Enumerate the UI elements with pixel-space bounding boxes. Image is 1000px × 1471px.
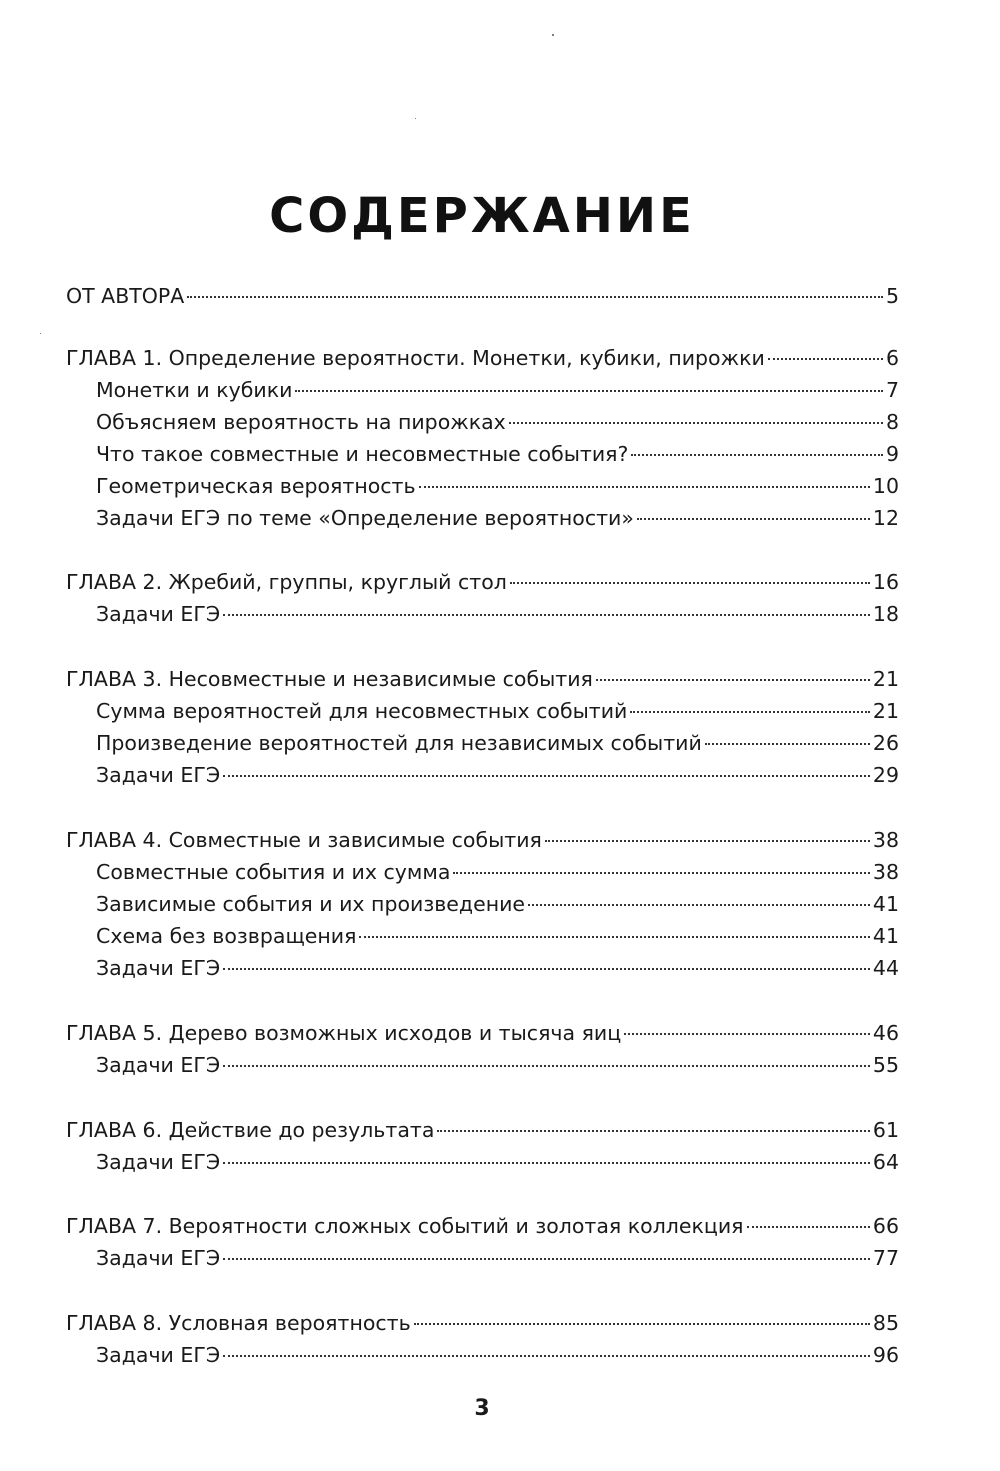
toc-entry-page: 38 [872, 860, 899, 884]
toc-entry-section[interactable] [96, 888, 899, 920]
page-number: 3 [474, 1396, 490, 1421]
toc-entry-page: 10 [872, 474, 899, 498]
toc-entry-section[interactable] [96, 406, 899, 438]
dot-leader [295, 388, 883, 392]
dot-leader [223, 1256, 870, 1260]
dot-leader [419, 484, 870, 488]
toc-entry-section[interactable] [96, 438, 899, 470]
dot-leader [223, 966, 870, 970]
dot-leader [528, 902, 870, 906]
toc-entry-label: Что такое совместные и несовместные события? [96, 442, 629, 466]
toc-entry-chapter-8[interactable] [66, 1307, 899, 1339]
toc-entry-section[interactable] [96, 470, 899, 502]
toc-entry-section[interactable] [96, 759, 899, 791]
dot-leader [359, 934, 869, 938]
toc-entry-page: 66 [872, 1214, 899, 1238]
toc-entry-label: ГЛАВА 5. Дерево возможных исходов и тысяча яиц [66, 1021, 622, 1045]
toc-entry-label: Схема без возвращения [96, 924, 357, 948]
toc-entry-label: ГЛАВА 1. Определение вероятности. Монетки, кубики, пирожки [66, 346, 765, 370]
toc-entry-label: Геометрическая вероятность [96, 474, 416, 498]
toc-entry-page: 61 [872, 1118, 899, 1142]
toc-entry-label: ГЛАВА 6. Действие до результата [66, 1118, 435, 1142]
toc-entry-label: Задачи ЕГЭ [96, 1150, 221, 1174]
toc-entry-author[interactable] [66, 280, 899, 312]
toc-entry-label: Объясняем вероятность на пирожках [96, 410, 506, 434]
toc-entry-label: Монетки и кубики [96, 378, 293, 402]
toc-entry-label: Зависимые события и их произведение [96, 892, 526, 916]
toc-entry-page: 7 [885, 378, 899, 402]
toc-entry-chapter-1[interactable] [66, 342, 899, 374]
toc-entry-page: 96 [872, 1343, 899, 1367]
toc-entry-page: 8 [885, 410, 899, 434]
toc-entry-page: 5 [885, 284, 899, 308]
toc-entry-page: 6 [885, 346, 899, 370]
toc-entry-chapter-4[interactable] [66, 824, 899, 856]
dot-leader [414, 1321, 870, 1325]
toc-entry-label: Задачи ЕГЭ [96, 1246, 221, 1270]
toc-entry-label: ГЛАВА 8. Условная вероятность [66, 1311, 411, 1335]
dot-leader [705, 741, 870, 745]
toc-entry-label: Задачи ЕГЭ [96, 602, 221, 626]
toc-entry-label: ГЛАВА 2. Жребий, группы, круглый стол [66, 570, 507, 594]
dot-leader [223, 1353, 870, 1357]
dot-leader [596, 677, 870, 681]
dot-leader [624, 1031, 870, 1035]
dot-leader [747, 1224, 870, 1228]
toc-entry-page: 16 [872, 570, 899, 594]
toc-entry-page: 29 [872, 763, 899, 787]
toc-entry-label: Задачи ЕГЭ [96, 1343, 221, 1367]
toc-entry-section[interactable] [96, 727, 899, 759]
dot-leader [768, 356, 883, 360]
dot-leader [223, 612, 870, 616]
toc-entry-label: Задачи ЕГЭ [96, 763, 221, 787]
toc-entry-section[interactable] [96, 856, 899, 888]
dot-leader [509, 420, 883, 424]
toc-entry-page: 21 [872, 699, 899, 723]
toc-entry-chapter-3[interactable] [66, 663, 899, 695]
toc-entry-label: Задачи ЕГЭ [96, 956, 221, 980]
toc-entry-page: 64 [872, 1150, 899, 1174]
toc-entry-label: ГЛАВА 7. Вероятности сложных событий и золотая коллекция [66, 1214, 744, 1238]
dot-leader [223, 1063, 870, 1067]
toc-entry-page: 26 [872, 731, 899, 755]
dot-leader [437, 1128, 870, 1132]
dot-leader [510, 580, 870, 584]
toc-entry-chapter-2[interactable] [66, 566, 899, 598]
toc-entry-label: ОТ АВТОРА [66, 284, 185, 308]
toc-entry-page: 12 [872, 506, 899, 530]
toc-entry-section[interactable] [96, 920, 899, 952]
dot-leader [630, 709, 870, 713]
toc-entry-section[interactable] [96, 1049, 899, 1081]
toc-entry-page: 18 [872, 602, 899, 626]
toc-entry-section[interactable] [96, 502, 899, 534]
dot-leader [187, 294, 883, 298]
dot-leader [637, 516, 870, 520]
page-title: СОДЕРЖАНИЕ [269, 188, 695, 245]
toc-entry-label: ГЛАВА 4. Совместные и зависимые события [66, 828, 542, 852]
toc-entry-label: Произведение вероятностей для независимых событий [96, 731, 702, 755]
toc-entry-label: Задачи ЕГЭ по теме «Определение вероятности» [96, 506, 634, 530]
toc-entry-section[interactable] [96, 1242, 899, 1274]
toc-entry-label: Сумма вероятностей для несовместных событий [96, 699, 628, 723]
toc-entry-page: 41 [872, 892, 899, 916]
toc-entry-section[interactable] [96, 374, 899, 406]
toc-entry-page: 44 [872, 956, 899, 980]
toc-entry-section[interactable] [96, 1146, 899, 1178]
toc-entry-page: 85 [872, 1311, 899, 1335]
toc-entry-chapter-7[interactable] [66, 1210, 899, 1242]
dot-leader [631, 452, 883, 456]
dot-leader [223, 1160, 870, 1164]
dot-leader [453, 870, 870, 874]
toc-entry-label: Совместные события и их сумма [96, 860, 451, 884]
toc-entry-page: 46 [872, 1021, 899, 1045]
toc-entry-page: 9 [885, 442, 899, 466]
toc-entry-page: 55 [872, 1053, 899, 1077]
toc-entry-section[interactable] [96, 598, 899, 630]
toc-entry-chapter-5[interactable] [66, 1017, 899, 1049]
toc-entry-section[interactable] [96, 952, 899, 984]
toc-entry-page: 38 [872, 828, 899, 852]
toc-entry-section[interactable] [96, 695, 899, 727]
toc-entry-page: 77 [872, 1246, 899, 1270]
toc-entry-label: ГЛАВА 3. Несовместные и независимые события [66, 667, 593, 691]
toc-entry-page: 21 [872, 667, 899, 691]
toc-entry-section[interactable] [96, 1339, 899, 1371]
toc-entry-label: Задачи ЕГЭ [96, 1053, 221, 1077]
dot-leader [545, 838, 870, 842]
dot-leader [223, 773, 870, 777]
toc-entry-page: 41 [872, 924, 899, 948]
toc-entry-chapter-6[interactable] [66, 1114, 899, 1146]
